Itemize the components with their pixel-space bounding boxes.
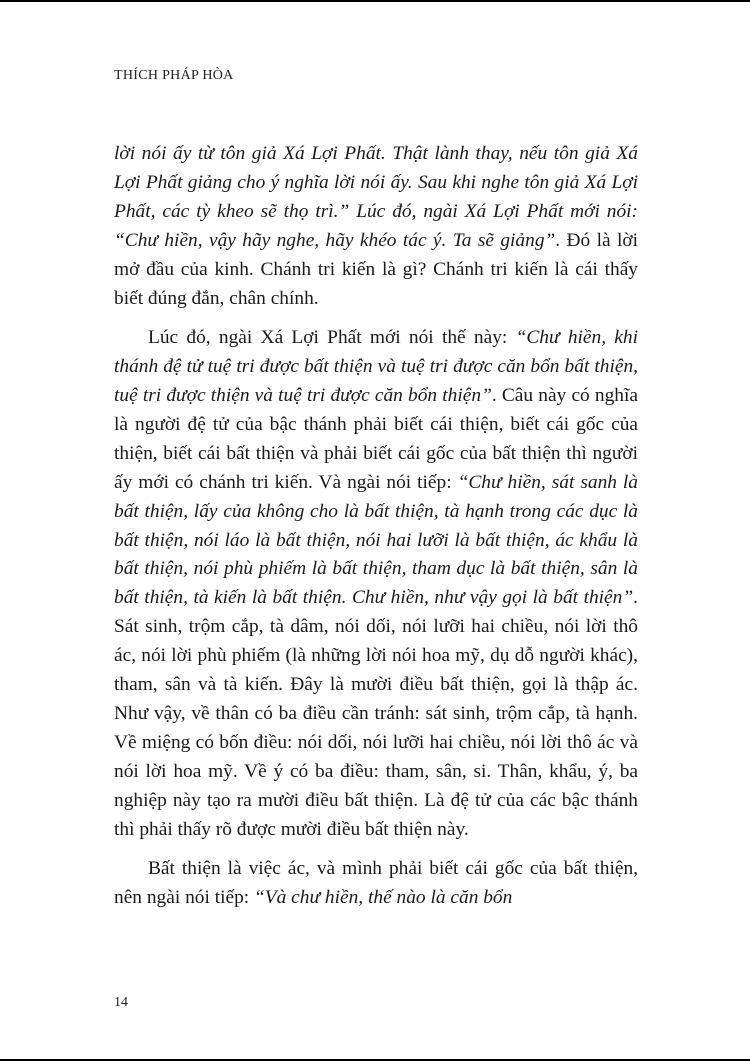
page-number: 14 — [114, 995, 128, 1010]
paragraph-1 — [114, 140, 638, 313]
text-segment: . Đó là lời mở đầu của kinh. Chánh tri kiến là gì? Chánh tri kiến là cái thấy biết đúng đắn, chân chính. — [114, 229, 638, 309]
text-segment: Bất thiện là việc ác, và mình phải biết cái gốc của bất thiện, nên ngài nói tiếp: — [114, 858, 638, 909]
quote-segment: “Và chư hiền, thế nào là căn bổn — [254, 887, 513, 909]
quote-segment: lời nói ấy từ tôn giả Xá Lợi Phất. Thật lành thay, nếu tôn giả Xá Lợi Phất giảng cho ý nghĩa lời nói ấy. Sau khi nghe tôn giả Xá Lợi Phất, các tỳ kheo sẽ thọ trì.” Lúc đó, ngài Xá Lợi Phất mới nói: “Chư hiền, vậy hãy nghe, hãy khéo tác ý. Ta sẽ giảng” — [114, 143, 638, 251]
quote-segment: “Chư hiền, sát sanh là bất thiện, lấy của không cho là bất thiện, tà hạnh trong các dục là bất thiện, nói láo là bất thiện, nói hai lưỡi là bất thiện, ác khẩu là bất thiện, nói phù phiếm là bất thiện, tham dục là bất thiện, sân là bất thiện, tà kiến là bất thiện. Chư hiền, như vậy gọi là bất thiện” — [114, 471, 638, 609]
bottom-border-rule — [0, 1059, 750, 1061]
body-text — [114, 140, 638, 913]
paragraph-3 — [114, 855, 638, 913]
text-segment: . Sát sinh, trộm cắp, tà dâm, nói dối, nói lưỡi hai chiều, nói lời thô ác, nói lời phù phiếm (là những lời nói hoa mỹ, dụ dỗ người khác), tham, sân và tà kiến. Đây là mười điều bất thiện, gọi là thập ác. Như vậy, về thân có ba điều cần tránh: sát sinh, trộm cắp, tà hạnh. Về miệng có bốn điều: nói dối, nói lưỡi hai chiều, nói lời thô ác và nói lời hoa mỹ. Về ý có ba điều: tham, sân, si. Thân, khẩu, ý, ba nghiệp này tạo ra mười điều bất thiện. Là đệ tử của các bậc thánh thì phải thấy rõ được mười điều bất thiện này. — [114, 587, 638, 840]
running-head: THÍCH PHÁP HÒA — [114, 68, 234, 83]
text-segment: Lúc đó, ngài Xá Lợi Phất mới nói thế này: — [148, 327, 516, 349]
paragraph-2 — [114, 324, 638, 844]
quote-segment: “Chư hiền, khi thánh đệ tử tuệ tri được bất thiện và tuệ tri được căn bổn bất thiện, tuệ tri được thiện và tuệ tri được căn bổn thiện” — [114, 327, 639, 407]
text-segment: . Câu này có nghĩa là người đệ tử của bậc thánh phải biết cái thiện, biết cái gốc của thiện, biết cái bất thiện và phải biết cái gốc của bất thiện thì người ấy mới có chánh tri kiến. Và ngài nói tiếp: — [114, 385, 638, 493]
top-border-rule — [0, 0, 750, 2]
